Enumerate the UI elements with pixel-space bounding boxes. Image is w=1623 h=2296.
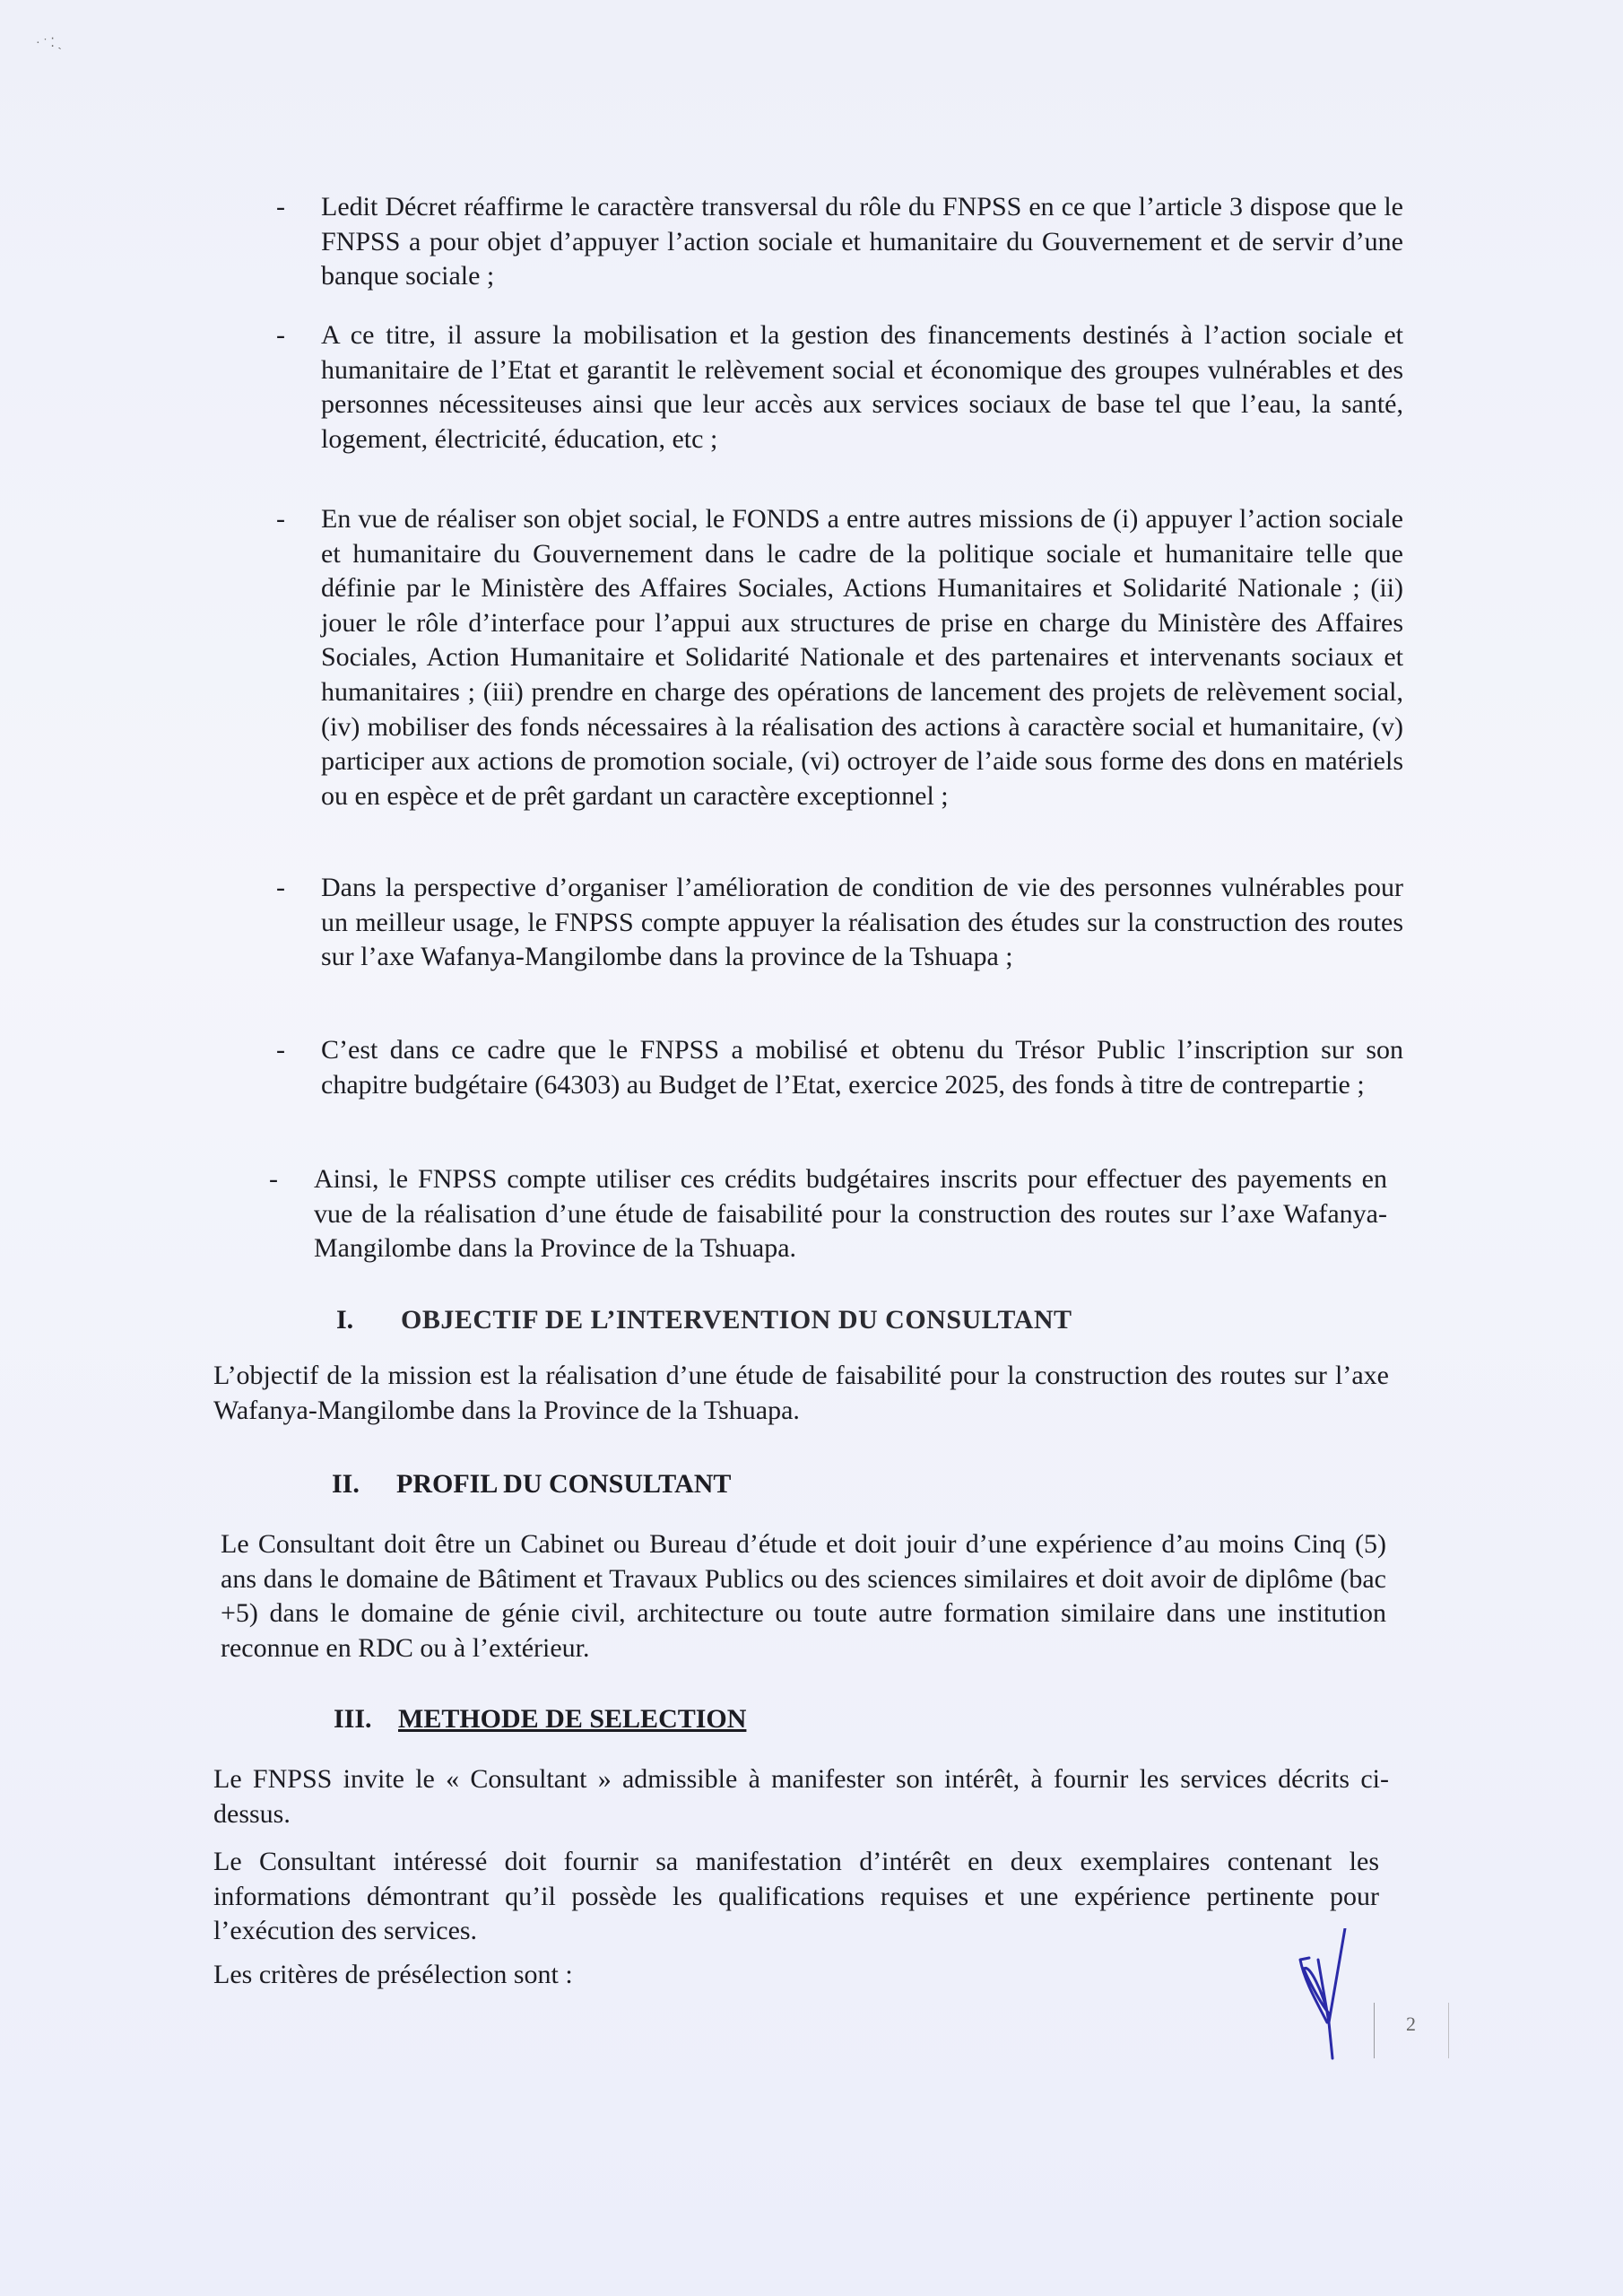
bullet-item [269, 1162, 1387, 1266]
section-paragraph: Le Consultant doit être un Cabinet ou Bureau d’étude et doit jouir d’une expérience d’au moins Cinq (5) ans dans le domaine de Bâtiment et Travaux Publics ou des sciences similaires et doit avoir de diplôme (bac +5) dans le domaine de génie civil, architecture ou toute autre formation similaire dans une institution reconnue en RDC ou à l’extérieur. [221, 1529, 1386, 1663]
bullet-marker: - [276, 1035, 285, 1065]
section-number: II. [332, 1469, 360, 1499]
bullet-marker: - [276, 320, 285, 350]
bullet-text: Ainsi, le FNPSS compte utiliser ces crédits budgétaires inscrits pour effectuer des payements en vue de la réalisation d’une étude de faisabilité pour la construction des routes sur l’axe Wafanya-Mangilombe dans la Province de la Tshuapa. [314, 1164, 1387, 1264]
bullet-item [276, 1033, 1403, 1102]
bullet-marker: - [276, 873, 285, 902]
bullet-item [276, 190, 1403, 294]
section-title: OBJECTIF DE L’INTERVENTION DU CONSULTANT [401, 1305, 1072, 1335]
scan-specks: · ˙ ⁚ ˏ [36, 37, 62, 50]
bullet-item [276, 318, 1403, 457]
page-number: 2 [1406, 2013, 1416, 2035]
section-paragraph: Les critères de présélection sont : [213, 1960, 573, 1989]
bullet-text: C’est dans ce cadre que le FNPSS a mobilisé et obtenu du Trésor Public l’inscription sur son chapitre budgétaire (64303) au Budget de l’Etat, exercice 2025, des fonds à titre de contrepartie ; [321, 1035, 1403, 1100]
section-paragraph: L’objectif de la mission est la réalisation d’une étude de faisabilité pour la construction des routes sur l’axe Wafanya-Mangilombe dans la Province de la Tshuapa. [213, 1361, 1389, 1425]
bullet-marker: - [269, 1164, 278, 1194]
section-paragraph: Le FNPSS invite le « Consultant » admissible à manifester son intérêt, à fournir les services décrits ci-dessus. [213, 1764, 1389, 1829]
section-number: I. [336, 1305, 354, 1335]
bullet-text: Dans la perspective d’organiser l’amélioration de condition de vie des personnes vulnérables pour un meilleur usage, le FNPSS compte appuyer la réalisation des études sur la construction des routes sur l’axe Wafanya-Mangilombe dans la province de la Tshuapa ; [321, 873, 1403, 972]
section-title: PROFIL DU CONSULTANT [396, 1469, 732, 1499]
bullet-text: A ce titre, il assure la mobilisation et la gestion des financements destinés à l’action sociale et humanitaire de l’Etat et garantit le relèvement social et économique des groupes vulnérables et des personnes nécessiteuses ainsi que leur accès aux services sociaux de base tel que l’eau, la santé, logement, électricité, éducation, etc ; [321, 320, 1403, 454]
section-number: III. [334, 1704, 372, 1734]
bullet-marker: - [276, 504, 285, 534]
bullet-text: En vue de réaliser son objet social, le FONDS a entre autres missions de (i) appuyer l’action sociale et humanitaire du Gouvernement dans le cadre de la politique sociale et humanitaire telle que définie par le Ministère des Affaires Sociales, Actions Humanitaires et Solidarité Nationale ; (ii) jouer le rôle d’interface pour l’appui aux structures de prise en charge du Ministère des Affaires Sociales, Action Humanitaire et Solidarité Nationale et des partenaires et intervenants sociaux et humanitaires ; (iii) prendre en charge des opérations de lancement des projets de relèvement social, (iv) mobiliser des fonds nécessaires à la réalisation des actions à caractère social et humanitaire, (v) participer aux actions de promotion sociale, (vi) octroyer de l’aide sous forme des dons en matériels ou en espèce et de prêt gardant un caractère exceptionnel ; [321, 504, 1403, 811]
bullet-item [276, 871, 1403, 975]
bullet-marker: - [276, 192, 285, 222]
bullet-text: Ledit Décret réaffirme le caractère transversal du rôle du FNPSS en ce que l’article 3 dispose que le FNPSS a pour objet d’appuyer l’action sociale et humanitaire du Gouvernement et de servir d’une banque sociale ; [321, 192, 1403, 291]
section-paragraph: Le Consultant intéressé doit fournir sa manifestation d’intérêt en deux exemplaires contenant les informations démontrant qu’il possède les qualifications requises et une expérience pertinente pour l’exécution des services. [213, 1847, 1379, 1946]
bullet-item [276, 502, 1403, 813]
section-title: METHODE DE SELECTION [398, 1704, 747, 1734]
